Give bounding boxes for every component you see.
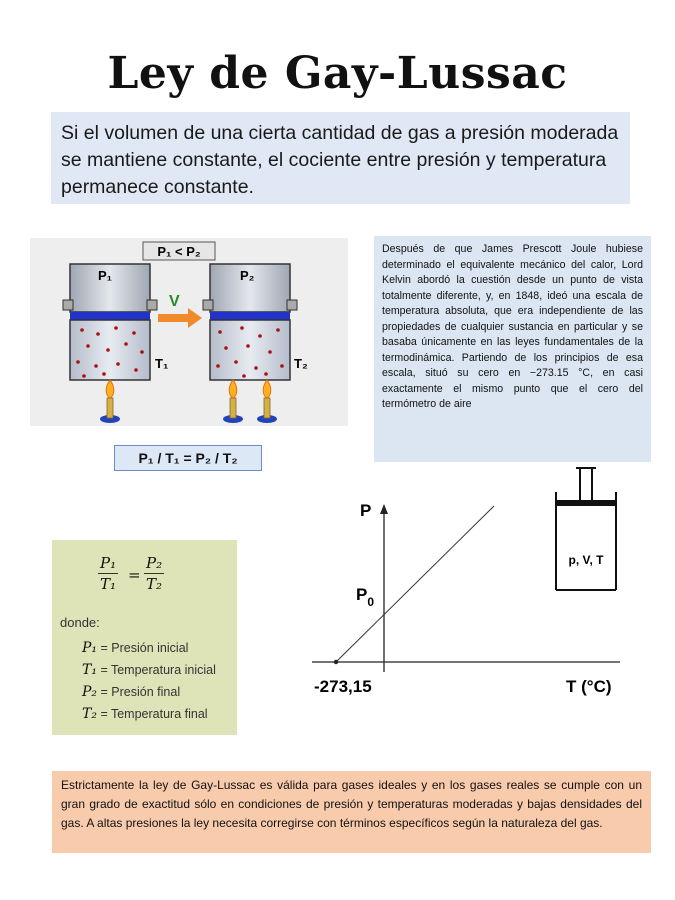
left-temperature-label: T₁ [155, 356, 169, 371]
conclusion-text: Estrictamente la ley de Gay-Lussac es válida para gases ideales y en los gases reales se cumple con un gran grado de exactitud sólo en condiciones de presión y temperaturas moderadas y bajas densidades del gas. A altas presiones la ley necesita corregirse con términos específicos según la naturaleza del gas. [52, 771, 651, 853]
definition-item [82, 684, 180, 700]
intro-text: Si el volumen de una cierta cantidad de gas a presión moderada se mantiene constante, el cociente entre presión y temperatura permanece constante. [51, 112, 630, 204]
fraction-left-numerator: P₁ [100, 554, 117, 572]
definition-symbol: P₁ [82, 640, 98, 656]
absolute-zero-point [334, 660, 338, 664]
definition-symbol: T₁ [82, 662, 97, 678]
definition-item [82, 706, 208, 722]
burner-icon [257, 380, 277, 423]
equals-sign: = [128, 566, 141, 584]
pressure-temperature-graph [300, 458, 660, 708]
page-title: Ley de Gay-Lussac [107, 48, 568, 99]
intercept-subscript: 0 [367, 595, 375, 609]
pressure-compare-label: P₁ < P₂ [157, 244, 201, 259]
right-pressure-label: P₂ [240, 268, 255, 283]
definition-text: = Presión final [100, 685, 181, 699]
y-axis-label: P [360, 501, 372, 520]
cylinder-illustration [30, 238, 348, 426]
arrow-icon [158, 308, 202, 328]
fraction-right-numerator: P₂ [146, 554, 163, 572]
fraction-left-denominator: T₁ [100, 575, 117, 593]
burner-icon [223, 380, 243, 423]
donde-label: donde: [60, 615, 100, 630]
definitions-box [52, 540, 237, 735]
definition-symbol: P₂ [82, 684, 98, 700]
graph-svg [300, 458, 660, 708]
cylinder-illustration-svg [30, 238, 348, 426]
piston-container-icon [556, 468, 616, 590]
definition-symbol: T₂ [82, 706, 97, 722]
container-label: p, V, T [568, 553, 604, 567]
definition-item [82, 640, 188, 656]
y-axis-arrow-icon [380, 504, 388, 514]
formula-box: P₁ / T₁ = P₂ / T₂ [114, 445, 262, 471]
svg-text:P0 [356, 585, 374, 609]
x-axis-label: T (°C) [566, 677, 612, 696]
definition-text: = Temperatura final [100, 707, 208, 721]
pressure-line [336, 506, 494, 662]
history-text: Después de que James Prescott Joule hubiese determinado el equivalente mecánico del calor, Lord Kelvin abordó la cuestión desde un punto de vista totalmente diferente, y, en 1848, ideó una escala de temperatura absoluta, que era independiente de las propiedades de cualquier sustancia en particular y se basaba únicamente en las leyes fundamentales de la termodinámica. Partiendo de los principios de esa escala, situó su cero en −273.15 °C, en casi exactamente el mismo punto que el cero del termómetro de aire [374, 236, 651, 462]
left-pressure-label: P₁ [98, 268, 113, 283]
right-temperature-label: T₂ [294, 356, 308, 371]
definition-text: = Presión inicial [100, 641, 189, 655]
x-intercept-label: -273,15 [314, 677, 372, 696]
intercept-label: P [356, 585, 368, 604]
definition-item [82, 662, 216, 678]
burner-icon [100, 380, 120, 423]
volume-arrow-label: V [169, 293, 180, 310]
fraction-right-denominator: T₂ [146, 575, 163, 593]
fraction-left [98, 554, 118, 593]
fraction-right [144, 554, 164, 593]
definition-text: = Temperatura inicial [100, 663, 216, 677]
